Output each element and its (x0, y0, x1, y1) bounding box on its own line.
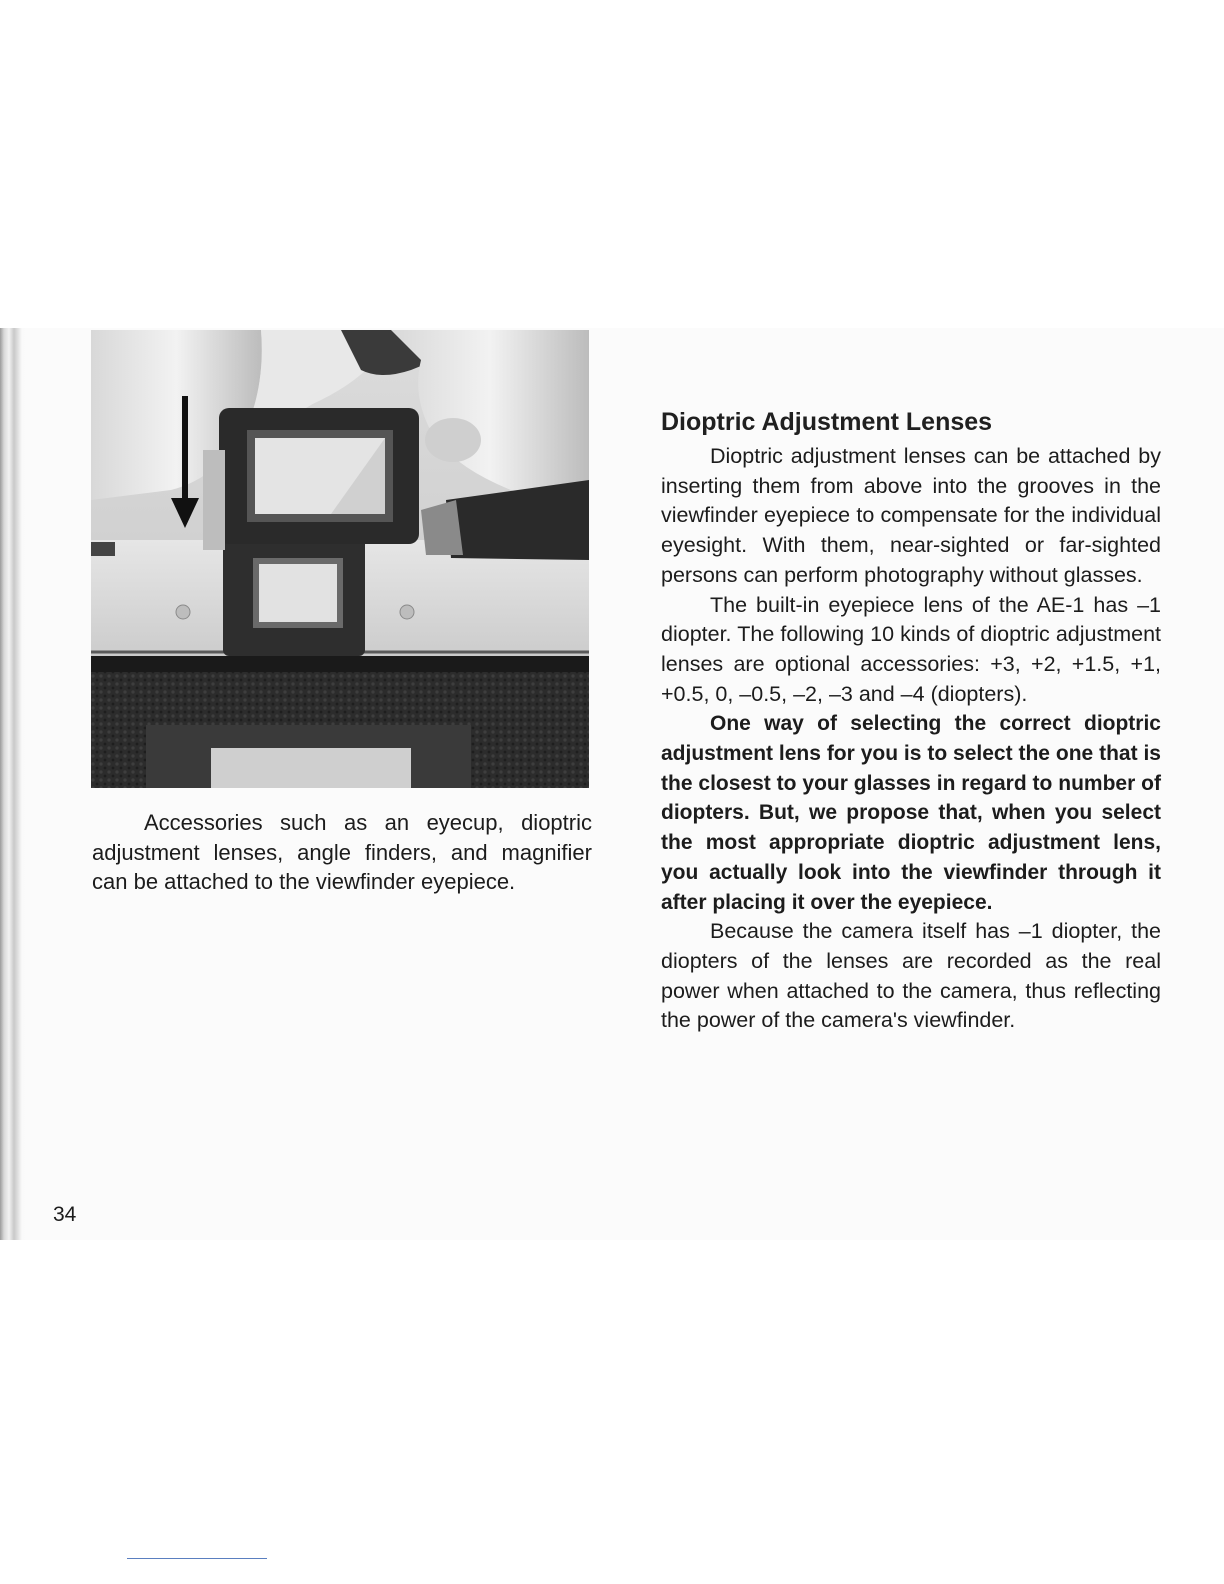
figure-caption: Accessories such as an eyecup, dioptric adjustment lenses, angle finders, and magnifier can be attached to the viewfinder eyepiece. (92, 810, 592, 894)
paragraph-intro: Dioptric adjustment lenses can be attached by inserting them from above into the grooves in the viewfinder eyepiece to compensate for the individual eyesight. With them, near-sighted or far-sighted persons can perform photography without glasses. (661, 444, 1161, 587)
camera-viewfinder-photo (91, 330, 589, 788)
paragraph-camera-diopter: Because the camera itself has –1 diopter, the diopters of the lenses are recorded as the real power when attached to the camera, thus reflecting the power of the camera's viewfinder. (661, 919, 1161, 1033)
paragraph-built-in-lens: The built-in eyepiece lens of the AE-1 has –1 diopter. The following 10 kinds of dioptric adjustment lenses are optional accessories: +3, +2, +1.5, +1, +0.5, 0, –0.5, –2, –3 and –4 (diopters). (661, 592, 1161, 706)
photo-illustration (91, 330, 589, 788)
footer-rule (127, 1558, 267, 1559)
section-heading: Dioptric Adjustment Lenses (661, 408, 993, 436)
dioptric-section (661, 406, 1161, 1036)
book-gutter (0, 328, 26, 1240)
paragraph-selection-advice: One way of selecting the correct dioptric adjustment lens for you is to select the one that is the closest to your glasses in regard to number of diopters. But, we propose that, when you select the most appropriate dioptric adjustment lens, you actually look into the viewfinder through it after placing it over the eyepiece. (661, 712, 1161, 914)
page-number: 34 (53, 1203, 77, 1226)
